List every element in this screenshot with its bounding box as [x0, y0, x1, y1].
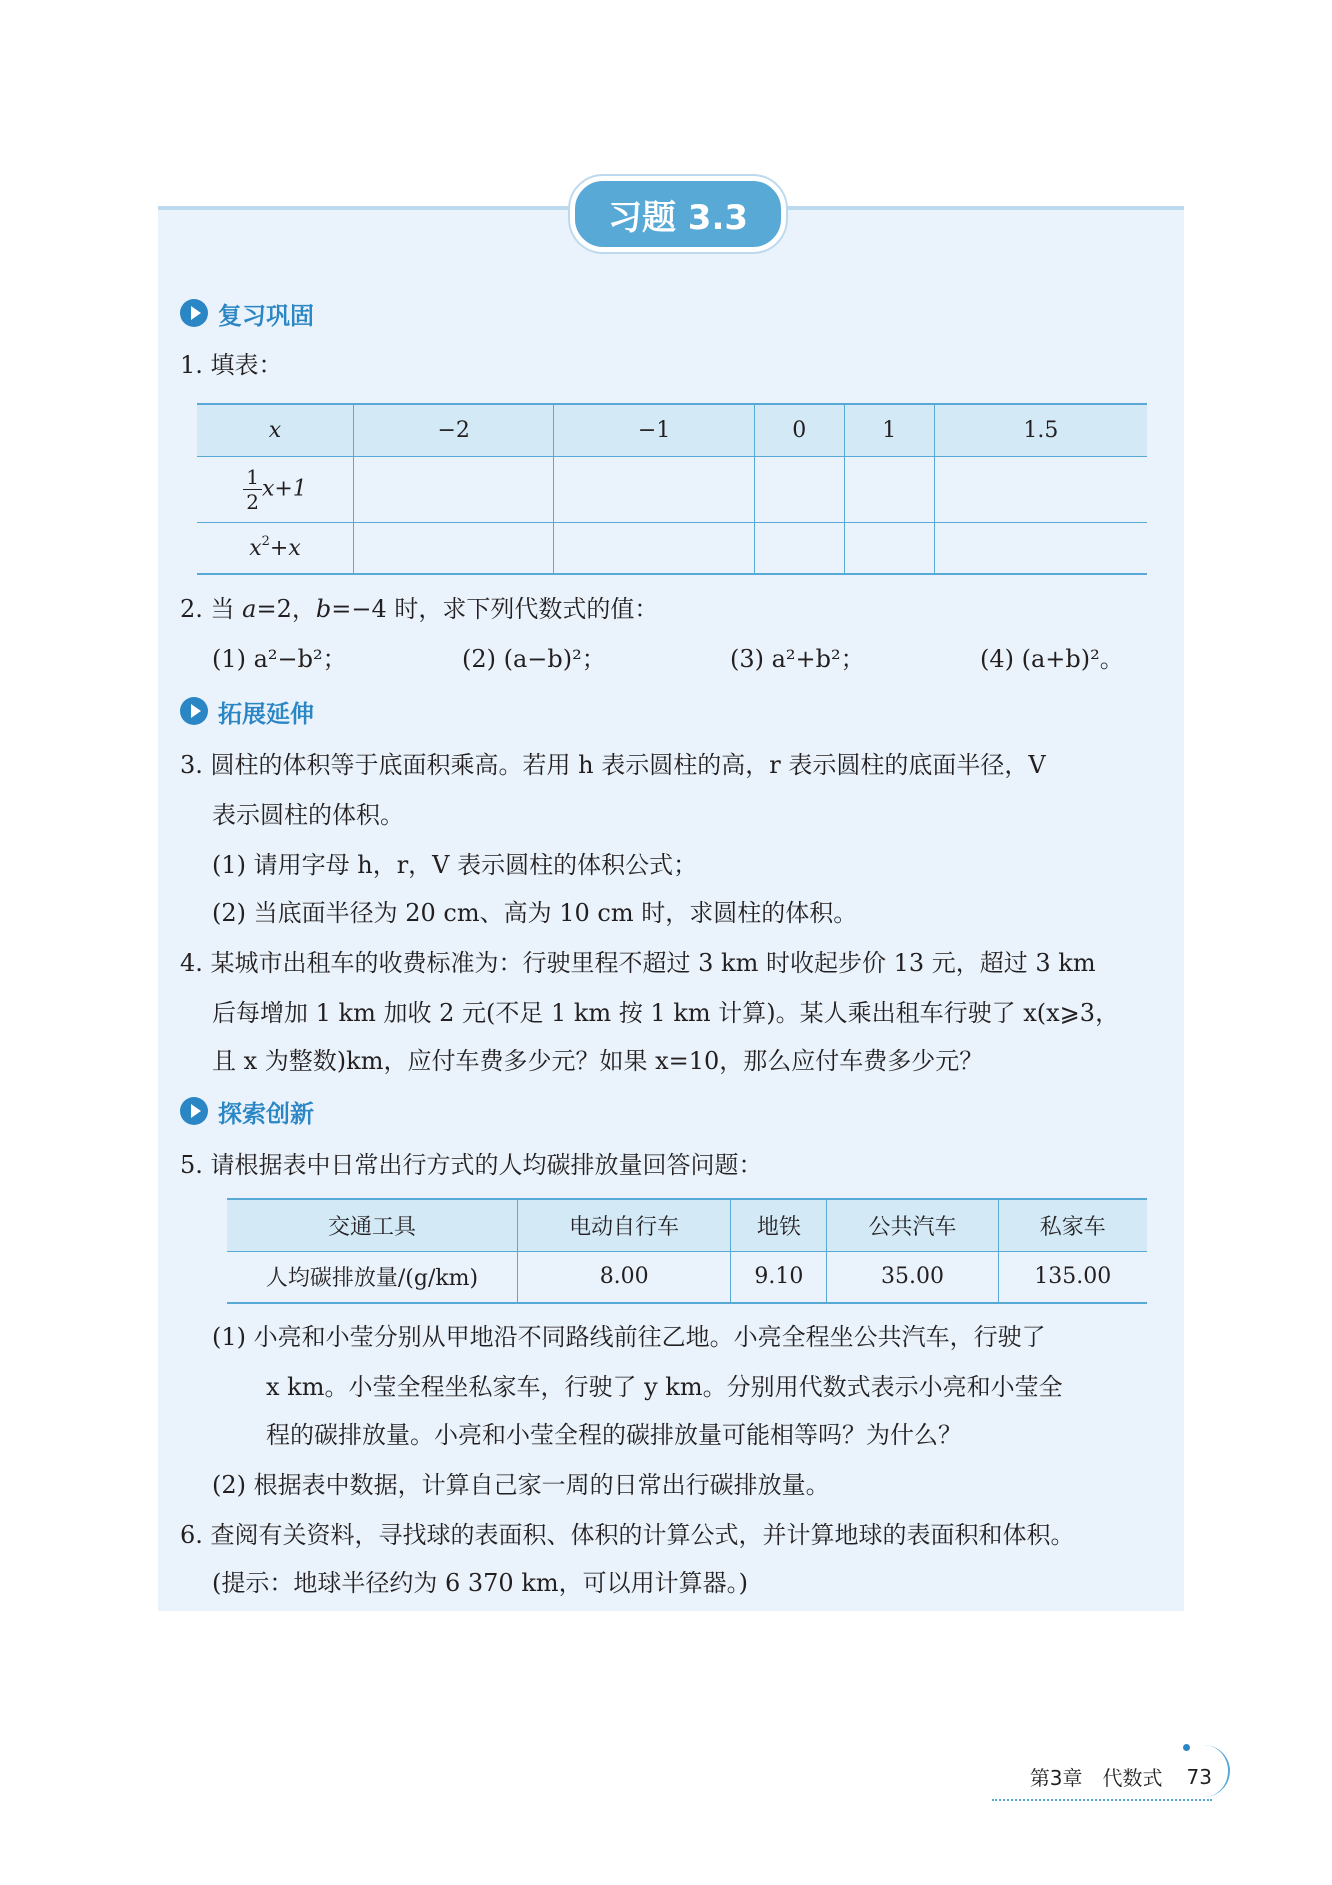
table-cell-empty[interactable] — [934, 522, 1147, 574]
table-row — [197, 404, 1147, 456]
q1-table — [197, 403, 1147, 575]
table-cell-empty[interactable] — [354, 456, 554, 522]
play-icon — [180, 299, 208, 327]
table-cell: 9.10 — [731, 1251, 827, 1303]
q2-part3: (3) a²+b²； — [730, 645, 865, 673]
q3-line1: 3. 圆柱的体积等于底面积乘高。若用 h 表示圆柱的高，r 表示圆柱的底面半径，V — [180, 751, 1046, 779]
q3-part1: (1) 请用字母 h，r，V 表示圆柱的体积公式； — [212, 851, 698, 879]
table-row — [197, 522, 1147, 574]
page-footer — [1030, 1762, 1212, 1791]
section-explore — [180, 1094, 314, 1128]
table-cell-empty[interactable] — [934, 456, 1147, 522]
q2-part4: (4) (a+b)²。 — [980, 645, 1124, 673]
table-row-label: $x^2+x$ — [197, 522, 354, 574]
table-cell: 135.00 — [998, 1251, 1147, 1303]
q6-line2: (提示：地球半径约为 6 370 km，可以用计算器。) — [212, 1569, 748, 1597]
play-icon — [180, 1097, 208, 1125]
q5-line1: 5. 请根据表中日常出行方式的人均碳排放量回答问题： — [180, 1151, 763, 1179]
q4-line2: 后每增加 1 km 加收 2 元(不足 1 km 按 1 km 计算)。某人乘出租车行驶了 x(x⩾3， — [212, 999, 1120, 1027]
q2-text: 2. 当 a=2，b=−4 时，求下列代数式的值： — [180, 595, 659, 623]
q5-part1-line1: (1) 小亮和小莹分别从甲地沿不同路线前往乙地。小亮全程坐公共汽车，行驶了 — [212, 1323, 1046, 1351]
q4-line3: 且 x 为整数)km，应付车费多少元？如果 x=10，那么应付车费多少元？ — [212, 1047, 984, 1075]
table-cell: 交通工具 — [227, 1199, 518, 1251]
table-cell: 8.00 — [518, 1251, 731, 1303]
table-cell-empty[interactable] — [554, 456, 754, 522]
table-cell: 1 — [844, 404, 934, 456]
q5-part1-line3: 程的碳排放量。小亮和小莹全程的碳排放量可能相等吗？为什么？ — [266, 1421, 962, 1449]
q5-part1-line2: x km。小莹全程坐私家车，行驶了 y km。分别用代数式表示小亮和小莹全 — [266, 1373, 1063, 1401]
q4-line1: 4. 某城市出租车的收费标准为：行驶里程不超过 3 km 时收起步价 13 元，超过 3 km — [180, 949, 1096, 977]
section-extend — [180, 694, 314, 728]
table-cell: x — [197, 404, 354, 456]
chapter-label: 第3章 代数式 — [1029, 1766, 1163, 1790]
table-cell-empty[interactable] — [354, 522, 554, 574]
section-review — [180, 296, 314, 330]
table-cell-empty[interactable] — [844, 456, 934, 522]
table-cell: 0 — [754, 404, 844, 456]
table-cell: 35.00 — [827, 1251, 998, 1303]
q2-part2: (2) (a−b)²； — [462, 645, 606, 673]
footer-rule — [992, 1799, 1212, 1801]
section-extend-label: 拓展延伸 — [218, 699, 314, 728]
table-cell: 电动自行车 — [518, 1199, 731, 1251]
page-number: 73 — [1186, 1764, 1212, 1789]
table-cell: −2 — [354, 404, 554, 456]
table-row — [197, 456, 1147, 522]
table-cell-empty[interactable] — [754, 522, 844, 574]
table-row — [227, 1199, 1147, 1251]
q3-line2: 表示圆柱的体积。 — [212, 801, 404, 829]
footer-dot — [1183, 1744, 1190, 1751]
table-cell: −1 — [554, 404, 754, 456]
table-cell: 公共汽车 — [827, 1199, 998, 1251]
table-cell-empty[interactable] — [844, 522, 934, 574]
footer-arc — [1200, 1745, 1230, 1797]
table-cell: 私家车 — [998, 1199, 1147, 1251]
q3-part2: (2) 当底面半径为 20 cm、高为 10 cm 时，求圆柱的体积。 — [212, 899, 858, 927]
q5-part2: (2) 根据表中数据，计算自己家一周的日常出行碳排放量。 — [212, 1471, 830, 1499]
section-explore-label: 探索创新 — [218, 1099, 314, 1128]
play-icon — [180, 697, 208, 725]
q5-table — [227, 1198, 1147, 1304]
table-cell-empty[interactable] — [554, 522, 754, 574]
table-cell: 地铁 — [731, 1199, 827, 1251]
table-row-label: $\frac{1}{2}$ x+1 — [197, 456, 354, 522]
section-review-label: 复习巩固 — [218, 301, 314, 330]
table-cell: 1.5 — [934, 404, 1147, 456]
q1-text: 1. 填表： — [180, 351, 283, 379]
table-cell: 人均碳排放量/(g/km) — [227, 1251, 518, 1303]
table-row — [227, 1251, 1147, 1303]
q2-part1: (1) a²−b²； — [212, 645, 347, 673]
q6-line1: 6. 查阅有关资料，寻找球的表面积、体积的计算公式，并计算地球的表面积和体积。 — [180, 1521, 1075, 1549]
exercise-title: 习题 3.3 — [570, 176, 786, 252]
table-cell-empty[interactable] — [754, 456, 844, 522]
fraction-half: $\frac{1}{2}$ — [243, 465, 262, 514]
